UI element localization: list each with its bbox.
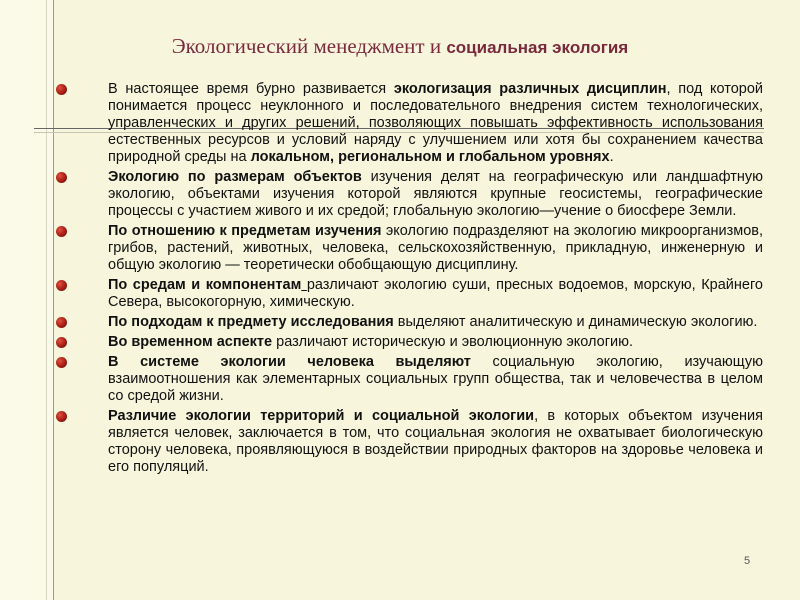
body-text: изучения делят на географическую или ландшафтную экологию, объектами изучения которой являются крупные геосистемы, географические процессы с участием живого и их средой; глобальную экологию—учение о биосфере Земли.: [108, 169, 764, 219]
emphasis-text: По отношению к предметам изучения: [108, 223, 382, 239]
emphasis-text: По средам и компонентам: [108, 277, 302, 293]
list-item: [56, 314, 763, 331]
list-item-text: [108, 169, 763, 220]
list-item: [56, 81, 763, 166]
emphasis-text: локальном, региональном и глобальном уровнях: [250, 149, 610, 165]
list-item: [56, 169, 763, 220]
list-item-text: [108, 408, 763, 476]
slide-title-part1: Экологический менеджмент и: [171, 34, 447, 58]
bullet-icon: [56, 357, 67, 368]
bullet-icon: [56, 172, 67, 183]
list-item-text: [108, 277, 763, 311]
body-text: различают экологию суши, пресных водоемов, морскую, Крайнего Севера, высокогорную, химическую.: [108, 277, 763, 310]
list-item: [56, 408, 763, 476]
slide-title: [0, 34, 800, 59]
emphasis-text: Во временном аспекте: [108, 334, 273, 350]
list-item: [56, 223, 763, 274]
left-decor-line-light: [46, 0, 47, 600]
body-text: , в которых объектом изучения является человек, заключается в том, что социальная экология не охватывает биологическую сторону человека, проявляющуюся в воздействии природных факторов на здоровье человека и его популяций.: [108, 408, 764, 475]
body-text: различают историческую и эволюционную экологию.: [272, 334, 633, 350]
list-item: [56, 277, 763, 311]
left-decor-line: [53, 0, 54, 600]
list-item: [56, 354, 763, 405]
bullet-icon: [56, 337, 67, 348]
body-text: .: [609, 149, 614, 165]
bullet-icon: [56, 317, 67, 328]
list-item-text: [108, 81, 763, 166]
body-text: социальную экологию, изучающую взаимоотношения как элементарных социальных групп общества, так и человечества в целом со средой жизни.: [108, 354, 763, 404]
list-item: [56, 334, 763, 351]
emphasis-text: В системе экологии человека выделяют: [108, 354, 471, 370]
bullet-list: [56, 81, 763, 479]
bullet-icon: [56, 226, 67, 237]
emphasis-text: По подходам к предмету исследования: [108, 314, 394, 330]
list-item-text: [108, 223, 763, 274]
list-item-text: [108, 314, 763, 331]
body-text: , под которой понимается процесс неуклонного и последовательного внедрения систем технологических, управленческих и других решений, позволяющих повышать эффективность использования естественных ресурсов и условий наряду с улучшением или хотя бы сохранением качества природной среды на: [108, 81, 763, 165]
list-item-text: [108, 334, 763, 351]
body-text: экологию подразделяют на экологию микроорганизмов, грибов, растений, животных, человека, сельскохозяйственную, прикладную, инженерную и общую экологию — теоретически обобщающую дисциплину.: [108, 223, 763, 273]
emphasis-text: экологизация различных дисциплин: [393, 81, 667, 97]
bullet-icon: [56, 84, 67, 95]
emphasis-text: Экологию по размерам объектов: [108, 169, 362, 185]
slide-title-part2: социальная экология: [446, 38, 629, 57]
body-text: выделяют аналитическую и динамическую экологию.: [393, 314, 758, 330]
bullet-icon: [56, 411, 67, 422]
bullet-icon: [56, 280, 67, 291]
list-item-text: [108, 354, 763, 405]
emphasis-text: Различие экологии территорий и социальной экологии: [108, 408, 535, 424]
page-number: 5: [744, 555, 751, 567]
body-text: В настоящее время бурно развивается: [108, 81, 394, 97]
